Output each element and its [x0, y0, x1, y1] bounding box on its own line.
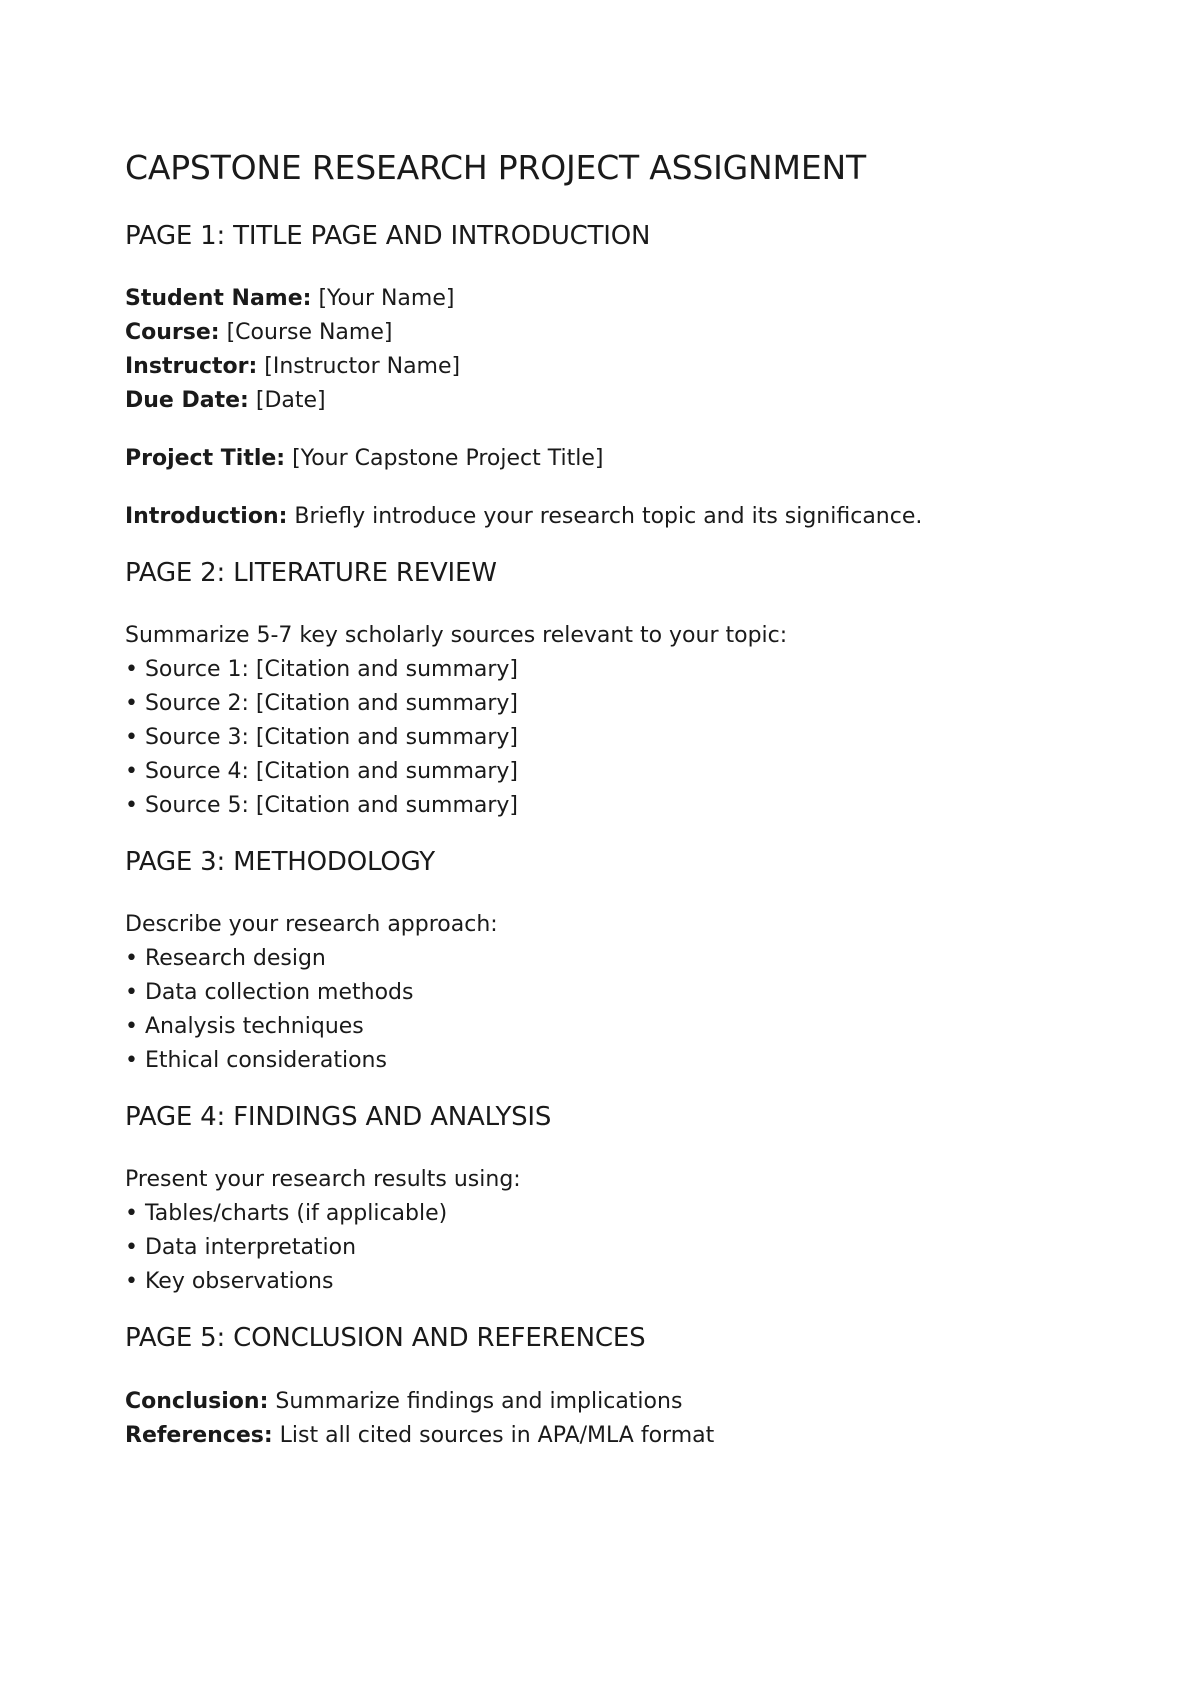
- field-value: [Date]: [255, 387, 326, 413]
- field-label: Project Title:: [125, 445, 286, 471]
- section-page-5: [125, 1323, 1085, 1452]
- section-heading-page-5: PAGE 5: CONCLUSION AND REFERENCES: [125, 1323, 646, 1354]
- conclusion-block: [125, 1385, 1085, 1453]
- field-label: Due Date:: [125, 387, 249, 413]
- section-heading-page-2: PAGE 2: LITERATURE REVIEW: [125, 557, 497, 588]
- field-value: [Your Capstone Project Title]: [292, 445, 604, 471]
- section-page-1: [125, 221, 1085, 534]
- methodology-block: [125, 908, 1085, 1078]
- project-title-line: [125, 442, 1085, 476]
- document-title: CAPSTONE RESEARCH PROJECT ASSIGNMENT: [125, 148, 866, 187]
- list-item: • Analysis techniques: [125, 1014, 364, 1040]
- list-item: • Source 1: [Citation and summary]: [125, 656, 519, 682]
- field-value: Summarize findings and implications: [275, 1388, 683, 1414]
- project-title-block: [125, 442, 1085, 476]
- list-item: • Source 2: [Citation and summary]: [125, 690, 519, 716]
- field-value: [Instructor Name]: [264, 353, 461, 379]
- field-label: Instructor:: [125, 353, 258, 379]
- student-name-line: [125, 282, 1085, 316]
- list-item: • Data interpretation: [125, 1235, 357, 1261]
- field-value: List all cited sources in APA/MLA format: [279, 1422, 715, 1448]
- field-label: Student Name:: [125, 285, 312, 311]
- field-label: Conclusion:: [125, 1388, 269, 1414]
- field-label: Introduction:: [125, 503, 288, 529]
- section-heading-page-1: PAGE 1: TITLE PAGE AND INTRODUCTION: [125, 220, 651, 251]
- field-value: Briefly introduce your research topic and its significance.: [294, 503, 923, 529]
- student-info-block: [125, 282, 1085, 418]
- conclusion-line: [125, 1385, 1085, 1419]
- list-item: • Source 3: [Citation and summary]: [125, 724, 519, 750]
- list-item: • Key observations: [125, 1269, 334, 1295]
- section-page-4: [125, 1102, 1085, 1299]
- introduction-line: [125, 500, 1085, 534]
- section-heading-page-3: PAGE 3: METHODOLOGY: [125, 846, 435, 877]
- field-value: [Your Name]: [318, 285, 455, 311]
- section-page-2: [125, 558, 1085, 823]
- section-intro: Describe your research approach:: [125, 912, 498, 938]
- introduction-block: [125, 500, 1085, 534]
- list-item: • Tables/charts (if applicable): [125, 1201, 448, 1227]
- references-line: [125, 1419, 1085, 1453]
- due-date-line: [125, 384, 1085, 418]
- field-label: References:: [125, 1422, 273, 1448]
- list-item: • Source 5: [Citation and summary]: [125, 792, 519, 818]
- instructor-line: [125, 350, 1085, 384]
- course-line: [125, 316, 1085, 350]
- section-intro: Present your research results using:: [125, 1167, 521, 1193]
- section-page-3: [125, 847, 1085, 1078]
- findings-block: [125, 1163, 1085, 1299]
- field-label: Course:: [125, 319, 220, 345]
- literature-review-block: [125, 619, 1085, 823]
- list-item: • Data collection methods: [125, 980, 414, 1006]
- list-item: • Source 4: [Citation and summary]: [125, 758, 519, 784]
- section-intro: Summarize 5-7 key scholarly sources relevant to your topic:: [125, 622, 788, 648]
- list-item: • Research design: [125, 946, 326, 972]
- section-heading-page-4: PAGE 4: FINDINGS AND ANALYSIS: [125, 1102, 552, 1133]
- list-item: • Ethical considerations: [125, 1048, 387, 1074]
- field-value: [Course Name]: [226, 319, 393, 345]
- document-page: [125, 148, 1085, 1477]
